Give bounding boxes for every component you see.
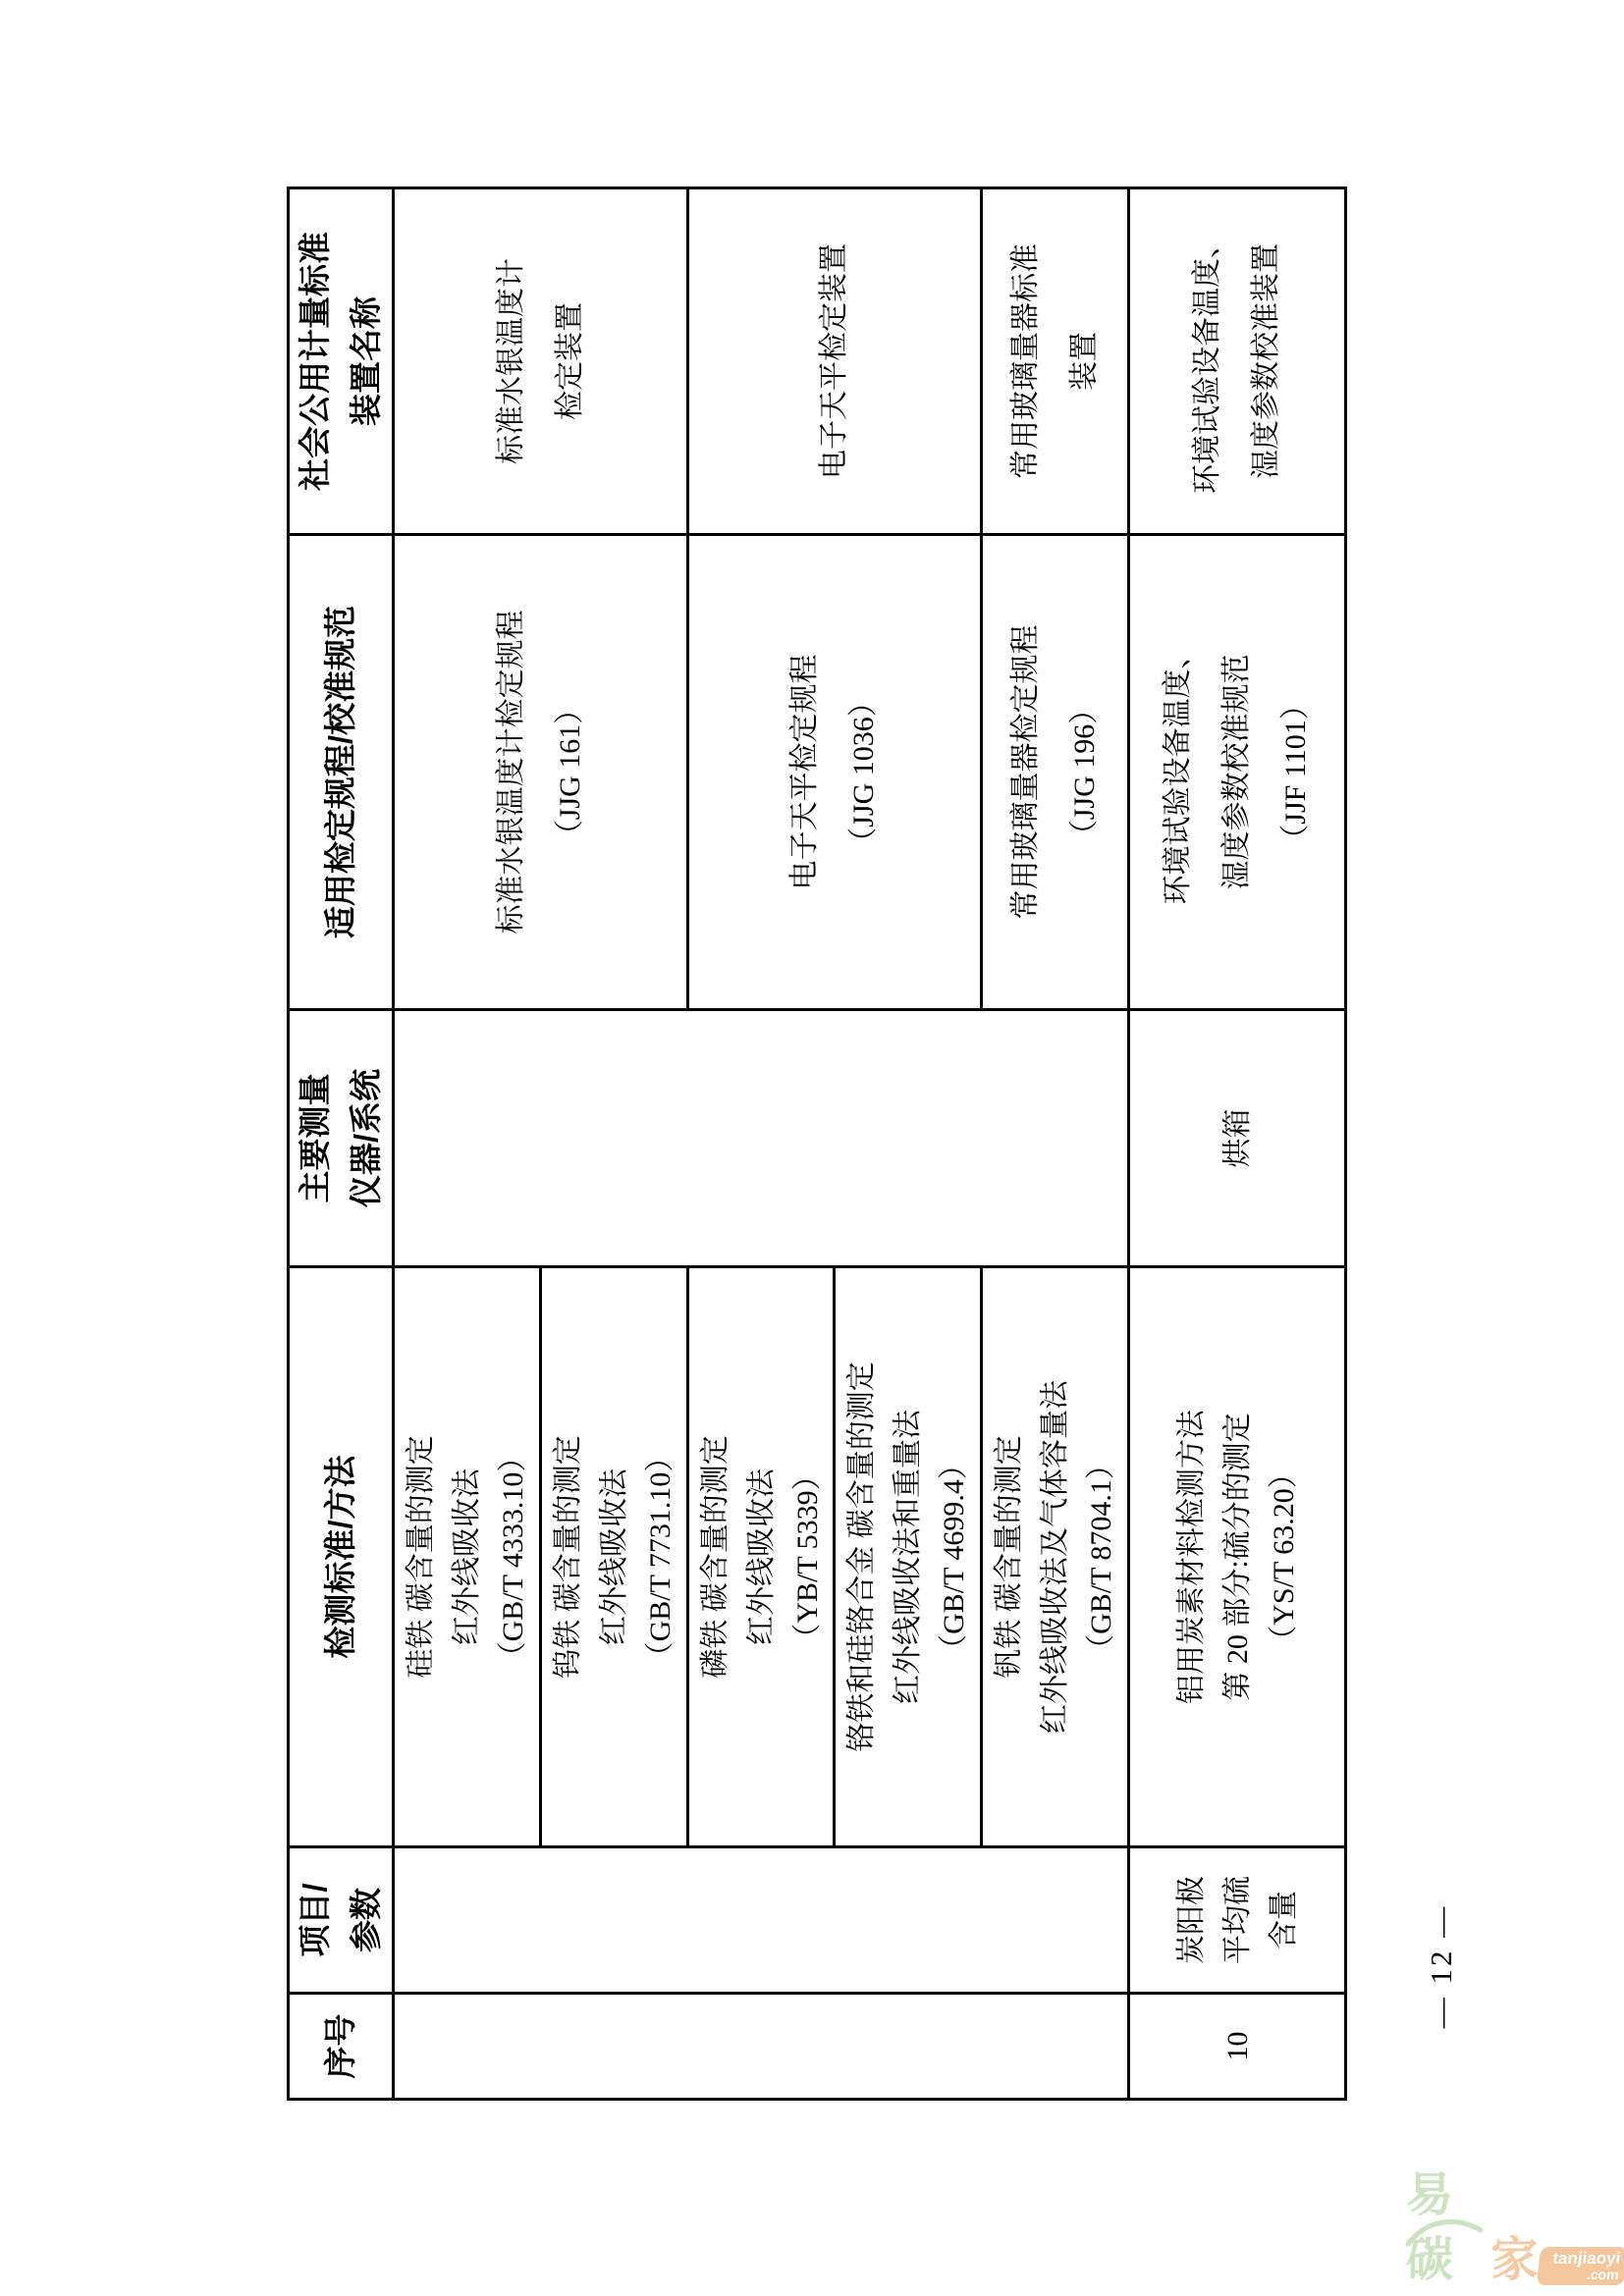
header-label: 主要测量	[297, 1073, 333, 1203]
watermark-orange-text: 家	[1490, 2234, 1534, 2286]
watermark-badge	[1537, 2247, 1624, 2285]
project-line: 平均硫	[1220, 1876, 1254, 1964]
project-line: 炭阳极	[1174, 1876, 1208, 1964]
cell-standard-ferrochrome	[835, 1267, 982, 1847]
standard-line: 钒铁 碳含量的测定	[993, 1435, 1025, 1679]
regulation-line: 环境试验设备温度、	[1162, 639, 1194, 905]
header-label: 适用检定规程/校准规范	[322, 605, 358, 939]
cell-device-environment-chamber	[1129, 188, 1346, 535]
watermark-badge-domain: tanjiaoyi	[1551, 2249, 1622, 2268]
standard-line: （GB/T 8704.1）	[1085, 1450, 1117, 1664]
calibration-standards-table	[287, 187, 1347, 2101]
standard-line: 红外线吸收法	[744, 1468, 778, 1645]
device-line: 湿度参数校准装置	[1250, 243, 1282, 479]
header-main-instrument-system	[289, 1010, 394, 1267]
cell-serial-empty	[394, 1994, 1129, 2100]
rotated-table-container	[287, 189, 1338, 2101]
regulation-line: 湿度参数校准规范	[1220, 654, 1253, 890]
header-test-standard-method	[289, 1267, 394, 1847]
header-row	[289, 188, 394, 2100]
regulation-line: 电子天平检定规程	[788, 654, 821, 890]
standard-line: （GB/T 4699.4）	[938, 1450, 970, 1664]
device-line: 标准水银温度计	[494, 258, 527, 464]
regulation-line: （JJG 1036）	[847, 687, 880, 857]
table-row-10	[1129, 188, 1346, 2100]
cell-standard-ferrovanadium	[982, 1267, 1129, 1847]
header-project-parameter	[289, 1847, 394, 1994]
standard-line: 第 20 部分:硫分的测定	[1220, 1413, 1254, 1701]
header-label: 装置名称	[348, 296, 384, 426]
standard-line: 红外线吸收法	[451, 1468, 483, 1645]
cell-standard-ferrosilicon	[394, 1267, 541, 1847]
cell-standard-ferrophosphorus	[688, 1267, 835, 1847]
watermark-swoosh-icon	[1402, 2215, 1487, 2248]
cell-standard-carbon-material	[1129, 1267, 1346, 1847]
cell-instrument-oven	[1129, 1010, 1346, 1267]
standard-line: 钨铁 碳含量的测定	[552, 1435, 584, 1679]
header-label: 检测标准/方法	[322, 1455, 358, 1659]
cell-regulation-electronic-balance	[688, 535, 982, 1010]
standard-line: （YS/T 63.20）	[1267, 1459, 1300, 1655]
standard-line: 红外线吸收法及气体容量法	[1039, 1380, 1071, 1734]
serial-number-value: 10	[1220, 2031, 1254, 2061]
cell-device-mercury-thermometer	[394, 188, 688, 535]
standard-line: （GB/T 7731.10）	[644, 1442, 677, 1672]
standard-line: （YB/T 5339）	[790, 1461, 824, 1653]
header-public-standard-device-name	[289, 188, 394, 535]
regulation-line: （JJG 196）	[1067, 694, 1101, 850]
standard-line: 铬铁和硅铬合金 碳含量的测定	[845, 1362, 878, 1752]
standard-line: 红外线吸收法和重量法	[892, 1410, 924, 1704]
regulation-line: 常用玻璃量器检定规程	[1008, 624, 1042, 920]
header-label: 仪器/系统	[348, 1068, 384, 1208]
page-number: — 12 —	[1424, 1903, 1458, 2029]
device-line: 检定装置	[553, 302, 586, 420]
watermark-badge-tld: .com	[1586, 2267, 1620, 2282]
cell-instrument-empty	[394, 1010, 1129, 1267]
regulation-line: （JJF 1101）	[1279, 690, 1312, 854]
cell-regulation-glassware	[982, 535, 1129, 1010]
standard-line: 磷铁 碳含量的测定	[698, 1435, 731, 1679]
device-line: 环境试验设备温度、	[1191, 229, 1223, 494]
standard-line: （GB/T 4333.10）	[497, 1442, 529, 1672]
header-label: 项目/	[297, 1883, 333, 1957]
watermark-logo	[1406, 2169, 1624, 2293]
header-label: 序号	[322, 2013, 358, 2079]
cell-device-electronic-balance	[688, 188, 982, 535]
project-line: 含量	[1267, 1891, 1300, 1949]
cell-device-glassware	[982, 188, 1129, 535]
instrument-line: 烘箱	[1220, 1108, 1254, 1168]
standard-line: 红外线吸收法	[598, 1468, 630, 1645]
standard-line: 铝用炭素材料检测方法	[1174, 1410, 1208, 1704]
cell-standard-ferrotungsten	[541, 1267, 688, 1847]
table-row	[394, 188, 541, 2100]
cell-regulation-environment-chamber	[1129, 535, 1346, 1010]
header-label: 社会公用计量标准	[297, 232, 333, 491]
cell-serial-10	[1129, 1994, 1346, 2100]
device-line: 装置	[1067, 332, 1101, 391]
regulation-line: （JJG 161）	[553, 694, 586, 850]
header-serial-number	[289, 1994, 394, 2100]
cell-project-anode-sulfur	[1129, 1847, 1346, 1994]
device-line: 常用玻璃量器标准	[1008, 243, 1042, 479]
standard-line: 硅铁 碳含量的测定	[405, 1435, 437, 1679]
device-line: 电子天平检定装置	[818, 243, 850, 479]
cell-project-empty	[394, 1847, 1129, 1994]
regulation-line: 标准水银温度计检定规程	[494, 610, 527, 934]
header-applicable-regulation	[289, 535, 394, 1010]
cell-regulation-mercury-thermometer	[394, 535, 688, 1010]
header-label: 参数	[348, 1888, 384, 1952]
watermark-green-text: 易碳	[1406, 2169, 1449, 2286]
